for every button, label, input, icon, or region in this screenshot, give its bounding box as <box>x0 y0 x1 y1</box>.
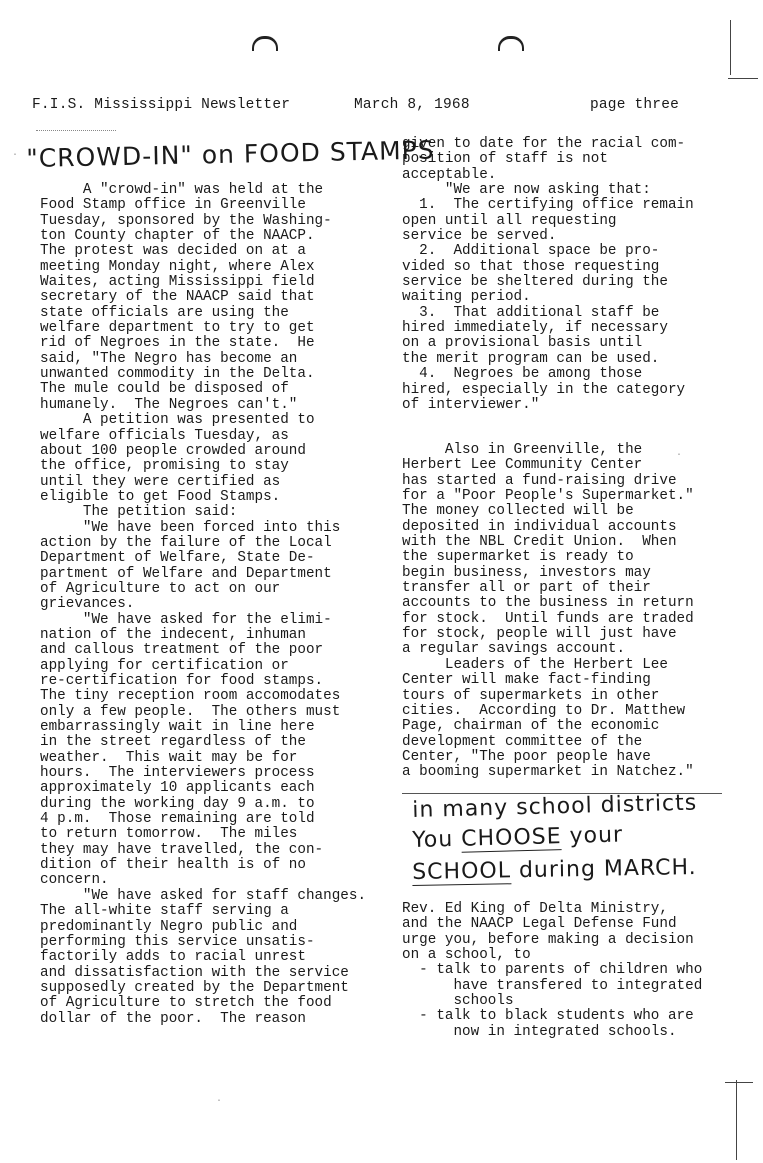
handwritten-notice <box>402 790 722 894</box>
text-line: eligible to get Food Stamps. <box>40 488 281 505</box>
text-line: accounts to the business in return <box>402 595 694 612</box>
text-line: The mule could be disposed of <box>40 381 289 398</box>
handwritten-during-march: during MARCH. <box>510 855 697 884</box>
text-line: with the NBL Credit Union. When <box>402 534 677 551</box>
text-line: and the NAACP Legal Defense Fund <box>402 916 677 933</box>
text-line: supposedly created by the Department <box>40 979 349 996</box>
text-line: development committee of the <box>402 733 643 750</box>
text-line: The money collected will be <box>402 503 634 520</box>
text-line: "We have asked for the elimi- <box>40 611 332 628</box>
text-line: service be served. <box>402 228 557 245</box>
scan-speck: · <box>676 450 683 461</box>
text-line: during the working day 9 a.m. to <box>40 795 315 812</box>
edge-mark-bottom <box>736 1080 737 1160</box>
text-line: Herbert Lee Community Center <box>402 457 643 474</box>
left-column <box>40 183 390 1027</box>
text-line: a regular savings account. <box>402 641 626 658</box>
text-line: "We are now asking that: <box>402 182 651 199</box>
text-line: now in integrated schools. <box>402 1023 677 1040</box>
text-line: on a provisional basis until <box>402 335 643 352</box>
text-line: The protest was decided on at a <box>40 243 306 260</box>
punch-hole-right <box>498 36 524 51</box>
text-line: concern. <box>40 872 109 889</box>
handwritten-you: You <box>412 826 462 853</box>
text-line: Department of Welfare, State De- <box>40 550 315 567</box>
text-line: 2. Additional space be pro- <box>402 243 660 260</box>
text-line: on a school, to <box>402 947 531 964</box>
issue-date: March 8, 1968 <box>354 97 470 113</box>
text-line: rid of Negroes in the state. He <box>40 335 315 352</box>
text-line: 4. Negroes be among those <box>402 366 643 383</box>
scan-speck: · <box>12 150 19 161</box>
text-line: secretary of the NAACP said that <box>40 289 315 306</box>
text-line: applying for certification or <box>40 657 289 674</box>
text-line: said, "The Negro has become an <box>40 350 298 367</box>
text-line: for a "Poor People's Supermarket." <box>402 488 694 505</box>
text-line: hired immediately, if necessary <box>402 320 668 337</box>
text-line: Center will make fact-finding <box>402 672 651 689</box>
text-line: grievances. <box>40 596 135 613</box>
text-line: vided so that those requesting <box>402 258 660 275</box>
text-line: Also in Greenville, the <box>402 442 643 458</box>
text-line: nation of the indecent, inhuman <box>40 626 306 643</box>
text-line: - talk to black students who are <box>402 1008 694 1025</box>
text-line: unwanted commodity in the Delta. <box>40 366 315 383</box>
text-line: acceptable. <box>402 166 497 183</box>
text-line: - talk to parents of children who <box>402 962 703 979</box>
right-column-bottom <box>402 902 747 1040</box>
text-line: deposited in individual accounts <box>402 518 677 535</box>
text-line: embarrassingly wait in line here <box>40 719 315 736</box>
text-line: for stock, people will just have <box>402 626 677 643</box>
text-line: open until all requesting <box>402 212 617 229</box>
text-line: has started a fund-raising drive <box>402 472 677 489</box>
text-line: service be sheltered during the <box>402 274 668 291</box>
handwritten-choose: CHOOSE <box>460 824 562 852</box>
text-line: re-certification for food stamps. <box>40 673 324 689</box>
text-line: begin business, investors may <box>402 564 651 581</box>
text-line: A "crowd-in" was held at the <box>40 182 324 198</box>
text-line: Food Stamp office in Greenville <box>40 197 306 214</box>
text-line: ton County chapter of the NAACP. <box>40 228 315 245</box>
text-line: "We have been forced into this <box>40 519 341 536</box>
text-line: dollar of the poor. The reason <box>40 1010 306 1027</box>
text-line: schools <box>402 993 514 1010</box>
text-line: given to date for the racial com- <box>402 136 686 152</box>
text-line: hired, especially in the category <box>402 381 686 398</box>
text-line: to return tomorrow. The miles <box>40 826 298 843</box>
text-line: the merit program can be used. <box>402 350 660 367</box>
punch-hole-left <box>252 36 278 51</box>
text-line: hours. The interviewers process <box>40 765 315 782</box>
text-line: predominantly Negro public and <box>40 918 298 935</box>
text-line: dition of their health is of no <box>40 857 306 874</box>
text-line: have transfered to integrated <box>402 977 703 994</box>
text-line: of interviewer." <box>402 396 540 413</box>
text-line: partment of Welfare and Department <box>40 565 332 582</box>
text-line: in the street regardless of the <box>40 734 306 751</box>
handwritten-line-2 <box>412 822 623 853</box>
text-line: The tiny reception room accomodates <box>40 688 341 705</box>
edge-mark-top <box>730 20 731 75</box>
text-line: and callous treatment of the poor <box>40 642 324 659</box>
text-line: state officials are using the <box>40 304 289 321</box>
text-line: welfare department to try to get <box>40 320 315 337</box>
text-line: factorily adds to racial unrest <box>40 949 306 966</box>
text-line: performing this service unsatis- <box>40 933 315 950</box>
text-line: meeting Monday night, where Alex <box>40 258 315 275</box>
handwritten-line-3 <box>412 855 697 885</box>
handwritten-your: your <box>561 822 624 850</box>
handwritten-line-1: in many school districts <box>412 790 698 823</box>
text-line: for stock. Until funds are traded <box>402 610 694 627</box>
text-line: tours of supermarkets in other <box>402 687 660 704</box>
text-line: only a few people. The others must <box>40 703 341 720</box>
text-line: the supermarket is ready to <box>402 549 634 566</box>
text-line: action by the failure of the Local <box>40 534 332 551</box>
text-line: approximately 10 applicants each <box>40 780 315 797</box>
text-line: welfare officials Tuesday, as <box>40 427 289 444</box>
edge-mark-bottom-rule <box>725 1082 753 1083</box>
text-line: Center, "The poor people have <box>402 748 651 765</box>
text-line: about 100 people crowded around <box>40 442 306 459</box>
text-line: 1. The certifying office remain <box>402 197 694 214</box>
handwritten-school: SCHOOL <box>412 858 512 885</box>
text-line: Rev. Ed King of Delta Ministry, <box>402 901 668 917</box>
text-line: until they were certified as <box>40 473 281 490</box>
text-line: 3. That additional staff be <box>402 304 660 321</box>
text-line: Leaders of the Herbert Lee <box>402 656 668 673</box>
right-column-top <box>402 137 742 413</box>
text-line: Waites, acting Mississippi field <box>40 274 315 291</box>
text-line: cities. According to Dr. Matthew <box>402 702 686 719</box>
text-line: "We have asked for staff changes. <box>40 887 367 904</box>
text-line: transfer all or part of their <box>402 580 651 597</box>
text-line: and dissatisfaction with the service <box>40 964 349 981</box>
text-line: Tuesday, sponsored by the Washing- <box>40 212 332 229</box>
page-number: page three <box>590 97 680 113</box>
headline: "CROWD-IN" on FOOD STAMPS <box>26 135 435 173</box>
text-line: of Agriculture to stretch the food <box>40 995 332 1012</box>
text-line: The all-white staff serving a <box>40 903 289 920</box>
text-line: a booming supermarket in Natchez." <box>402 764 694 781</box>
edge-mark-top-rule <box>728 78 758 79</box>
text-line: 4 p.m. Those remaining are told <box>40 811 315 828</box>
text-line: weather. This wait may be for <box>40 749 298 766</box>
text-line: The petition said: <box>40 504 238 521</box>
text-line: of Agriculture to act on our <box>40 580 281 597</box>
right-column-middle <box>402 443 742 781</box>
text-line: A petition was presented to <box>40 412 315 429</box>
publication-name: F.I.S. Mississippi Newsletter <box>32 97 291 113</box>
text-line: urge you, before making a decision <box>402 931 694 948</box>
text-line: the office, promising to stay <box>40 458 289 475</box>
text-line: position of staff is not <box>402 151 608 168</box>
text-line: they may have travelled, the con- <box>40 841 324 858</box>
header-rule <box>36 130 116 131</box>
scan-speck: · <box>216 1096 223 1107</box>
text-line: Page, chairman of the economic <box>402 718 660 735</box>
text-line: waiting period. <box>402 289 531 306</box>
text-line: humanely. The Negroes can't." <box>40 396 298 413</box>
